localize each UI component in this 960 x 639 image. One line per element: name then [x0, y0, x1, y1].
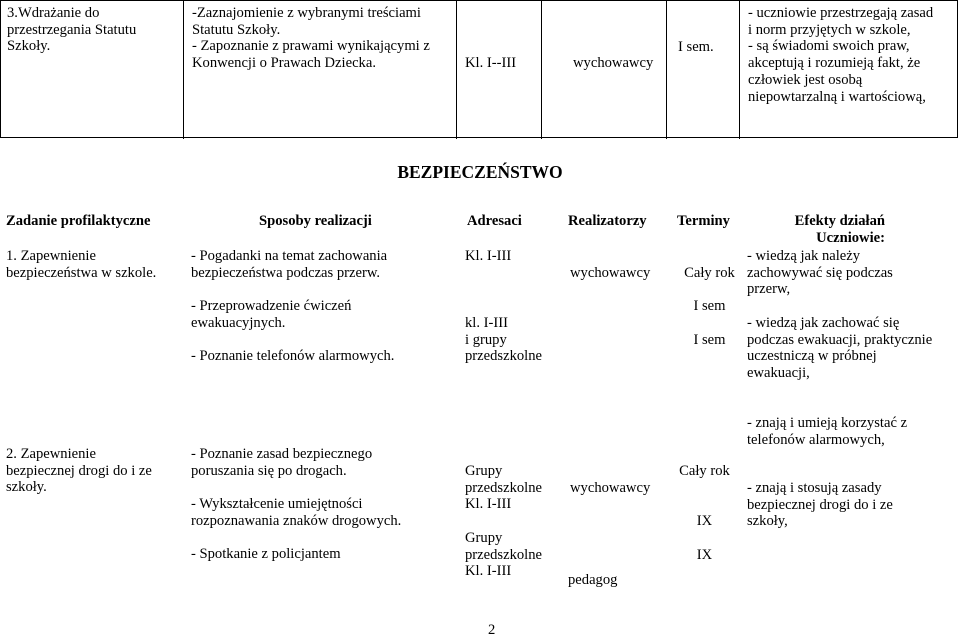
header-methods: Sposoby realizacji	[259, 213, 372, 229]
row1-effects: - wiedzą jak należy zachowywać się podczas przerw, - wiedzą jak zachować się podczas ewakuacji, praktycznie uczestniczą w próbnej ewakuacji, - znają i umieją korzystać z telefonów alarmowych,	[747, 248, 933, 448]
header-effects: Efekty działań Uczniowie:	[794, 213, 885, 246]
row1-recipients: Kl. I-III kl. I-III i grupy przedszkolne	[465, 248, 542, 365]
row2-effects: - znają i stosują zasady bezpiecznej drogi do i ze szkoły,	[747, 480, 893, 530]
table-divider	[183, 1, 184, 139]
top-row-recipients: Kl. I--III	[465, 55, 517, 71]
table-divider	[456, 1, 457, 139]
row1-task: 1. Zapewnienie bezpieczeństwa w szkole.	[6, 248, 157, 281]
row2-implementers-pedagog: pedagog	[568, 572, 618, 588]
header-implementers: Realizatorzy	[568, 213, 647, 229]
section-title: BEZPIECZEŃSTWO	[397, 162, 563, 182]
row1-implementers: wychowawcy	[570, 265, 651, 281]
row2-implementers: wychowawcy	[570, 480, 651, 496]
row2-recipients: Grupy przedszkolne Kl. I-III Grupy przedszkolne Kl. I-III	[465, 463, 542, 580]
row2-methods: - Poznanie zasad bezpiecznego poruszania się po drogach. - Wykształcenie umiejętności rozpoznawania znaków drogowych. - Spotkanie z policjantem	[191, 446, 402, 563]
header-task: Zadanie profilaktyczne	[6, 213, 151, 229]
header-terms: Terminy	[677, 213, 730, 229]
row2-task: 2. Zapewnienie bezpiecznej drogi do i ze szkoły.	[6, 446, 152, 496]
page-number: 2	[488, 622, 496, 638]
row1-methods: - Pogadanki na temat zachowania bezpieczeństwa podczas przerw. - Przeprowadzenie ćwiczeń ewakuacyjnych. - Poznanie telefonów alarmowych.	[191, 248, 395, 365]
top-table-row	[0, 0, 958, 138]
row1-terms: Cały rok I sem I sem	[684, 265, 735, 348]
top-row-effects: - uczniowie przestrzegają zasad i norm przyjętych w szkole, - są świadomi swoich praw, akceptują i rozumieją fakt, że człowiek jest osobą niepowtarzalną i wartościową,	[748, 5, 934, 105]
top-row-implementers: wychowawcy	[573, 55, 654, 71]
row2-terms: Cały rok IX IX	[679, 463, 730, 563]
table-divider	[739, 1, 740, 139]
table-divider	[541, 1, 542, 139]
top-row-task: 3.Wdrażanie do przestrzegania Statutu Szkoły.	[7, 5, 137, 55]
header-recipients: Adresaci	[467, 213, 522, 229]
top-row-terms: I sem.	[678, 39, 714, 55]
top-row-methods: -Zaznajomienie z wybranymi treściami Statutu Szkoły. - Zapoznanie z prawami wynikającymi z Konwencji o Prawach Dziecka.	[192, 5, 430, 72]
table-divider	[666, 1, 667, 139]
